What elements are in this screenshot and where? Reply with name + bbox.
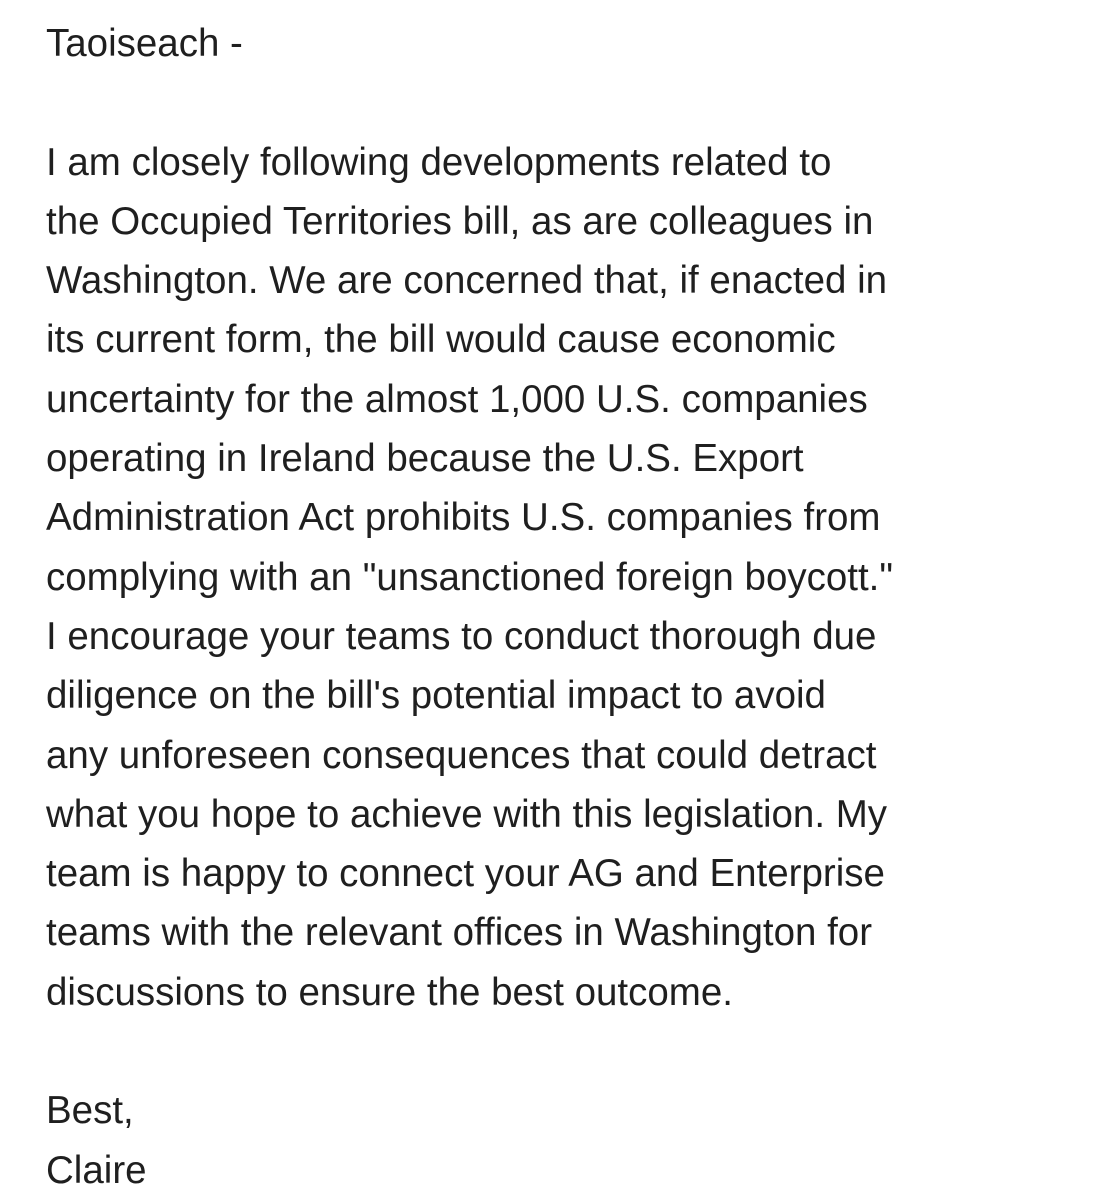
- body-line: what you hope to achieve with this legislation. My: [46, 792, 888, 836]
- closing: Best,: [46, 1089, 134, 1133]
- body-line: diligence on the bill's potential impact to avoid: [46, 674, 826, 718]
- body-line: teams with the relevant offices in Washington for: [46, 911, 873, 955]
- body-line: any unforeseen consequences that could detract: [46, 733, 877, 777]
- body-line: operating in Ireland because the U.S. Export: [46, 437, 804, 481]
- blank-line: [46, 1022, 1076, 1081]
- blank-line: [46, 73, 1076, 132]
- body-line: Washington. We are concerned that, if enacted in: [46, 259, 888, 303]
- body-line: Administration Act prohibits U.S. companies from: [46, 496, 881, 540]
- body-line: its current form, the bill would cause economic: [46, 318, 836, 362]
- body-line: discussions to ensure the best outcome.: [46, 970, 733, 1014]
- body-line: uncertainty for the almost 1,000 U.S. companies: [46, 377, 868, 421]
- body-line: the Occupied Territories bill, as are colleagues in: [46, 199, 874, 243]
- email-body: [46, 133, 1076, 1022]
- body-line: I am closely following developments related to: [46, 140, 832, 184]
- email-message: [46, 14, 1076, 1200]
- salutation: Taoiseach -: [46, 22, 243, 65]
- signature: Claire: [46, 1148, 147, 1192]
- body-line: complying with an "unsanctioned foreign boycott.": [46, 555, 894, 599]
- body-line: team is happy to connect your AG and Enterprise: [46, 852, 885, 896]
- body-line: I encourage your teams to conduct thorough due: [46, 614, 877, 658]
